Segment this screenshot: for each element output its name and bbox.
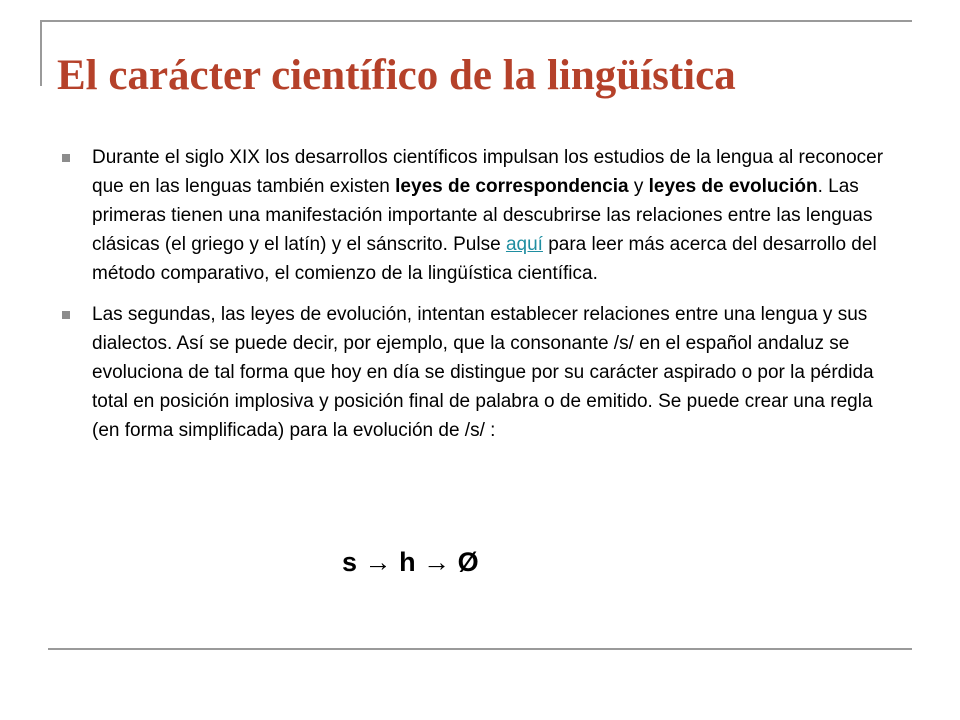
bullet-square-icon <box>62 311 70 319</box>
bold-term-evolution: leyes de evolución <box>648 176 818 197</box>
arrow-right-icon: → <box>423 547 451 577</box>
bullet-text-segment: y <box>628 176 649 197</box>
bullet-text <box>92 143 892 288</box>
slide-title: El carácter científico de la lingüística <box>57 52 736 99</box>
bullet-list <box>62 143 892 457</box>
aqui-link[interactable]: aquí <box>505 234 543 255</box>
frame-left-line <box>40 20 42 86</box>
bullet-text-segment: . Las primeras tienen una manifestación importante al descubrirse las relaciones entre las lenguas clásicas (el griego y el latín) y el sánscrito. Pulse <box>92 176 873 255</box>
bullet-text: Las segundas, las leyes de evolución, intentan establecer relaciones entre una lengua y sus dialectos. Así se puede decir, por ejemplo, que la consonante /s/ en el español andaluz se evoluciona de tal forma que hoy en día se distingue por su carácter aspirado o por la pérdida total en posición implosiva y posición final de palabra o de emitido. Se puede crear una regla (en forma simplificada) para la evolución de /s/ : <box>92 304 874 441</box>
evolution-rule-formula <box>342 544 479 580</box>
bold-term-correspondence: leyes de correspondencia <box>395 176 629 197</box>
formula-s: s <box>342 547 358 577</box>
formula-zero: Ø <box>457 547 479 577</box>
bullet-text-segment: Durante el siglo XIX los desarrollos científicos impulsan los estudios de la lengua al reconocer que en las lenguas también existen <box>92 147 884 197</box>
arrow-right-icon: → <box>364 547 392 577</box>
bullet-text-segment: para leer más acerca del desarrollo del método comparativo, el comienzo de la lingüística científica. <box>92 234 877 284</box>
bullet-item-evolution <box>62 300 892 445</box>
bullet-item-correspondence <box>62 143 892 288</box>
bullet-square-icon <box>62 154 70 162</box>
frame-top-line <box>40 20 912 22</box>
formula-h: h <box>399 547 416 577</box>
frame-bottom-line <box>48 648 912 650</box>
